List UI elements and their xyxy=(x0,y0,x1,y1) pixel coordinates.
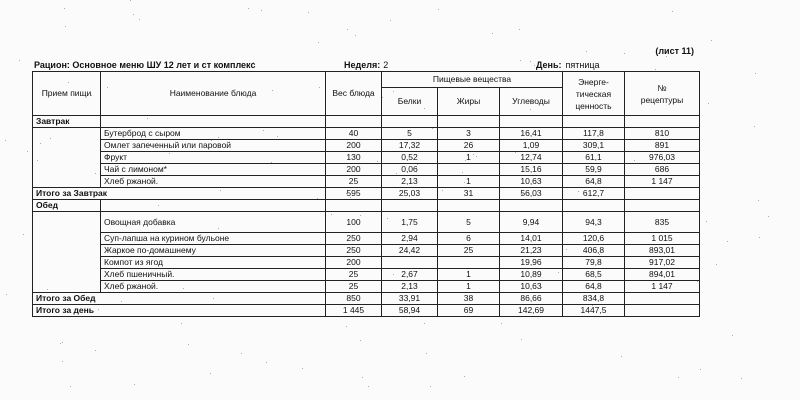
scan-speck xyxy=(188,344,189,345)
dish-carbs: 16,41 xyxy=(500,128,563,140)
scan-speck xyxy=(23,234,24,235)
scan-speck xyxy=(390,20,391,21)
dish-name: Фрукт xyxy=(101,152,326,164)
scan-speck xyxy=(464,376,465,377)
dish-energy: 59,9 xyxy=(563,164,625,176)
total-row xyxy=(33,188,700,200)
scan-speck xyxy=(424,323,425,324)
scan-speck xyxy=(534,65,535,66)
dish-weight: 200 xyxy=(326,164,382,176)
day-header xyxy=(536,60,600,70)
dish-carbs: 14,01 xyxy=(500,233,563,245)
col-dish: Наименование блюда xyxy=(101,72,326,116)
dish-fats: 1 xyxy=(438,269,500,281)
dish-energy: 117,8 xyxy=(563,128,625,140)
dish-fats: 5 xyxy=(438,212,500,233)
scan-speck xyxy=(133,14,134,15)
dish-recipe: 835 xyxy=(625,212,700,233)
total-weight: 595 xyxy=(326,188,382,200)
total-proteins: 33,91 xyxy=(382,293,438,305)
table-row xyxy=(33,281,700,293)
scan-speck xyxy=(520,60,521,61)
empty-cell xyxy=(438,116,500,128)
dish-fats: 1 xyxy=(438,281,500,293)
dish-proteins: 2,67 xyxy=(382,269,438,281)
dish-fats xyxy=(438,164,500,176)
scan-speck xyxy=(672,11,673,12)
table-row xyxy=(33,245,700,257)
scan-speck xyxy=(65,26,66,27)
scan-speck xyxy=(302,368,303,369)
scan-speck xyxy=(530,61,531,62)
empty-cell xyxy=(625,305,700,317)
scan-speck xyxy=(624,53,625,54)
scan-speck xyxy=(139,19,140,20)
dish-proteins: 2,94 xyxy=(382,233,438,245)
empty-cell xyxy=(382,116,438,128)
scan-speck xyxy=(355,35,356,36)
scan-speck xyxy=(758,200,759,201)
scan-speck xyxy=(308,12,309,13)
scan-speck xyxy=(519,29,520,30)
meal-cell xyxy=(33,140,101,152)
dish-proteins: 2,13 xyxy=(382,281,438,293)
table-row xyxy=(33,128,700,140)
total-fats: 38 xyxy=(438,293,500,305)
scan-speck xyxy=(5,140,6,141)
dish-recipe: 894,01 xyxy=(625,269,700,281)
dish-fats: 25 xyxy=(438,245,500,257)
total-label: Итого за Обед xyxy=(33,293,326,305)
dish-carbs: 10,63 xyxy=(500,176,563,188)
total-energy: 612,7 xyxy=(563,188,625,200)
dish-carbs: 19,96 xyxy=(500,257,563,269)
scan-speck xyxy=(711,40,712,41)
dish-name: Хлеб пшеничный. xyxy=(101,269,326,281)
total-weight: 1 445 xyxy=(326,305,382,317)
dish-recipe: 1 015 xyxy=(625,233,700,245)
dish-weight: 25 xyxy=(326,281,382,293)
scan-speck xyxy=(210,373,211,374)
dish-fats: 1 xyxy=(438,152,500,164)
dish-proteins: 0,06 xyxy=(382,164,438,176)
dish-name: Бутерброд с сыром xyxy=(101,128,326,140)
scan-speck xyxy=(70,386,71,387)
dish-energy: 68,5 xyxy=(563,269,625,281)
dish-recipe: 686 xyxy=(625,164,700,176)
section-title: Обед xyxy=(33,200,101,212)
scan-speck xyxy=(759,237,760,238)
dish-fats xyxy=(438,257,500,269)
table-row xyxy=(33,212,700,233)
scan-speck xyxy=(501,323,502,324)
scan-speck xyxy=(130,0,131,1)
section-title: Завтрак xyxy=(33,116,101,128)
scan-speck xyxy=(347,29,348,30)
scan-speck xyxy=(438,9,439,10)
dish-fats: 26 xyxy=(438,140,500,152)
scan-speck xyxy=(708,103,709,104)
scan-speck xyxy=(755,73,756,74)
scan-speck xyxy=(318,42,319,43)
dish-energy: 61,1 xyxy=(563,152,625,164)
scan-speck xyxy=(6,294,7,295)
dish-weight: 250 xyxy=(326,233,382,245)
scan-speck xyxy=(716,264,717,265)
dish-energy: 94,3 xyxy=(563,212,625,233)
total-energy: 1447,5 xyxy=(563,305,625,317)
dish-proteins: 2,13 xyxy=(382,176,438,188)
dish-weight: 40 xyxy=(326,128,382,140)
empty-cell xyxy=(101,116,326,128)
day-value: пятница xyxy=(565,60,600,70)
dish-name: Хлеб ржаной. xyxy=(101,176,326,188)
total-row xyxy=(33,293,700,305)
scan-speck xyxy=(64,8,65,9)
table-row xyxy=(33,152,700,164)
dish-weight: 25 xyxy=(326,176,382,188)
total-proteins: 25,03 xyxy=(382,188,438,200)
dish-weight: 25 xyxy=(326,269,382,281)
scan-speck xyxy=(248,8,249,9)
dish-name: Хлеб ржаной. xyxy=(101,281,326,293)
col-energy: Энерге- тическая ценность xyxy=(563,72,625,116)
total-carbs: 142,69 xyxy=(500,305,563,317)
scan-speck xyxy=(60,343,61,344)
meal-cell xyxy=(33,212,101,233)
meal-cell xyxy=(33,128,101,140)
col-nutrients: Пищевые вещества xyxy=(382,72,563,88)
total-carbs: 56,03 xyxy=(500,188,563,200)
dish-recipe: 917,02 xyxy=(625,257,700,269)
meal-cell xyxy=(33,245,101,257)
empty-cell xyxy=(500,200,563,212)
empty-cell xyxy=(101,200,326,212)
empty-cell xyxy=(563,200,625,212)
col-fats: Жиры xyxy=(438,88,500,116)
week-header xyxy=(344,60,388,70)
scan-speck xyxy=(181,323,182,324)
dish-weight: 200 xyxy=(326,140,382,152)
scan-speck xyxy=(700,369,701,370)
scan-speck xyxy=(95,350,96,351)
empty-cell xyxy=(500,116,563,128)
meal-cell xyxy=(33,152,101,164)
meal-cell xyxy=(33,233,101,245)
dish-proteins: 0,52 xyxy=(382,152,438,164)
empty-cell xyxy=(382,200,438,212)
dish-energy: 79,8 xyxy=(563,257,625,269)
dish-carbs: 15,16 xyxy=(500,164,563,176)
dish-energy: 309,1 xyxy=(563,140,625,152)
scan-speck xyxy=(727,241,728,242)
scan-speck xyxy=(27,151,28,152)
scan-speck xyxy=(62,342,63,343)
dish-fats: 6 xyxy=(438,233,500,245)
dish-recipe: 891 xyxy=(625,140,700,152)
scan-speck xyxy=(241,353,242,354)
dish-carbs: 10,63 xyxy=(500,281,563,293)
dish-recipe: 1 147 xyxy=(625,176,700,188)
dish-recipe: 976,03 xyxy=(625,152,700,164)
table-row xyxy=(33,269,700,281)
scan-speck xyxy=(360,340,361,341)
day-label: День: xyxy=(536,60,562,70)
col-weight: Вес блюда xyxy=(326,72,382,116)
dish-carbs: 12,74 xyxy=(500,152,563,164)
scan-speck xyxy=(19,60,20,61)
dish-energy: 64,8 xyxy=(563,281,625,293)
dish-weight: 130 xyxy=(326,152,382,164)
table-row xyxy=(33,257,700,269)
total-carbs: 86,66 xyxy=(500,293,563,305)
total-proteins: 58,94 xyxy=(382,305,438,317)
dish-proteins: 5 xyxy=(382,128,438,140)
week-value: 2 xyxy=(383,60,389,70)
empty-cell xyxy=(438,200,500,212)
dish-name: Жаркое по-домашнему xyxy=(101,245,326,257)
table-row xyxy=(33,140,700,152)
total-weight: 850 xyxy=(326,293,382,305)
scan-speck xyxy=(741,378,742,379)
scan-speck xyxy=(62,361,63,362)
scan-speck xyxy=(586,51,587,52)
dish-weight: 100 xyxy=(326,212,382,233)
scan-speck xyxy=(768,216,769,217)
week-label: Неделя: xyxy=(344,60,381,70)
dish-recipe: 810 xyxy=(625,128,700,140)
table-row xyxy=(33,164,700,176)
scan-speck xyxy=(706,221,707,222)
scan-speck xyxy=(655,69,656,70)
scan-speck xyxy=(134,384,135,385)
col-meal: Прием пищи xyxy=(33,72,101,116)
scan-speck xyxy=(368,386,369,387)
empty-cell xyxy=(563,116,625,128)
meal-cell xyxy=(33,281,101,293)
dish-carbs: 21,23 xyxy=(500,245,563,257)
scan-speck xyxy=(266,362,267,363)
dish-recipe: 893,01 xyxy=(625,245,700,257)
dish-proteins: 24,42 xyxy=(382,245,438,257)
total-row xyxy=(33,305,700,317)
scan-speck xyxy=(732,335,733,336)
dish-carbs: 9,94 xyxy=(500,212,563,233)
meal-cell xyxy=(33,257,101,269)
dish-fats: 3 xyxy=(438,128,500,140)
ration-header xyxy=(34,60,255,70)
scan-speck xyxy=(426,353,427,354)
menu-table xyxy=(32,71,700,317)
scan-speck xyxy=(754,126,755,127)
sheet-number: (лист 11) xyxy=(655,46,694,56)
dish-proteins: 1,75 xyxy=(382,212,438,233)
dish-proteins: 17,32 xyxy=(382,140,438,152)
meal-cell xyxy=(33,269,101,281)
dish-energy: 406,8 xyxy=(563,245,625,257)
col-recipe: № рецептуры xyxy=(625,72,700,116)
dish-carbs: 1,09 xyxy=(500,140,563,152)
scan-speck xyxy=(666,56,667,57)
dish-energy: 120,6 xyxy=(563,233,625,245)
total-fats: 69 xyxy=(438,305,500,317)
total-label: Итого за день xyxy=(33,305,326,317)
empty-cell xyxy=(625,188,700,200)
empty-cell xyxy=(326,200,382,212)
dish-name: Омлет запеченный или паровой xyxy=(101,140,326,152)
dish-name: Суп-лапша на курином бульоне xyxy=(101,233,326,245)
dish-name: Овощная добавка xyxy=(101,212,326,233)
col-carbs: Углеводы xyxy=(500,88,563,116)
empty-cell xyxy=(326,116,382,128)
empty-cell xyxy=(625,116,700,128)
empty-cell xyxy=(625,200,700,212)
dish-proteins xyxy=(382,257,438,269)
table-row xyxy=(33,176,700,188)
scan-speck xyxy=(430,386,431,387)
meal-cell xyxy=(33,164,101,176)
section-row xyxy=(33,200,700,212)
scan-speck xyxy=(362,377,363,378)
scan-speck xyxy=(521,339,522,340)
dish-name: Чай с лимоном* xyxy=(101,164,326,176)
dish-fats: 1 xyxy=(438,176,500,188)
ration-label: Рацион: xyxy=(34,60,70,70)
table-row xyxy=(33,233,700,245)
scan-speck xyxy=(678,377,679,378)
section-row xyxy=(33,116,700,128)
total-fats: 31 xyxy=(438,188,500,200)
total-label: Итого за Завтрак xyxy=(33,188,326,200)
scan-speck xyxy=(621,356,622,357)
dish-energy: 64,8 xyxy=(563,176,625,188)
scan-speck xyxy=(261,10,262,11)
total-energy: 834,8 xyxy=(563,293,625,305)
dish-weight: 200 xyxy=(326,257,382,269)
dish-weight: 250 xyxy=(326,245,382,257)
dish-carbs: 10,89 xyxy=(500,269,563,281)
col-proteins: Белки xyxy=(382,88,438,116)
scan-speck xyxy=(346,326,347,327)
empty-cell xyxy=(625,293,700,305)
dish-recipe: 1 147 xyxy=(625,281,700,293)
ration-value: Основное меню ШУ 12 лет и ст комплекс xyxy=(72,60,256,70)
meal-cell xyxy=(33,176,101,188)
dish-name: Компот из ягод xyxy=(101,257,326,269)
scan-speck xyxy=(492,33,493,34)
